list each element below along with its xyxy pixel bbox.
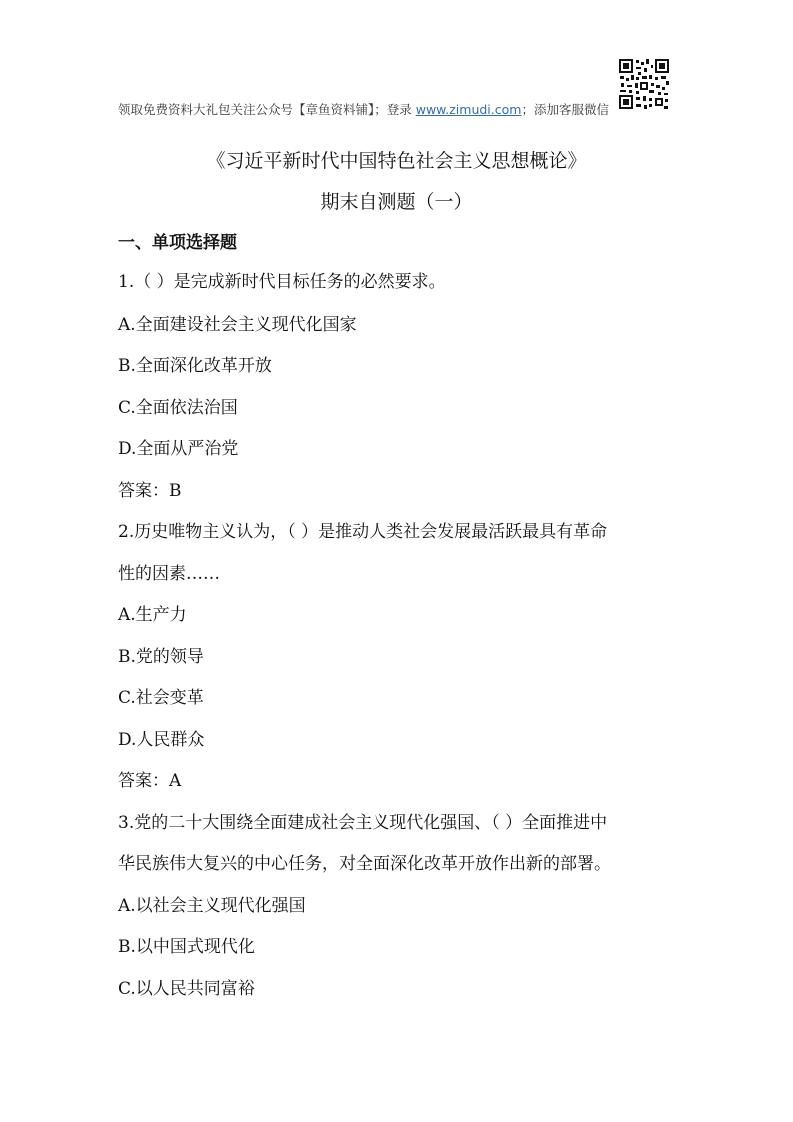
qr-code-icon [618, 58, 670, 110]
question-3-text-line2: 华民族伟大复兴的中心任务，对全面深化改革开放作出新的部署。 [118, 854, 611, 874]
document-title: 《习近平新时代中国特色社会主义思想概论》 [206, 150, 587, 172]
question-2-text-line1: 2.历史唯物主义认为，（ ）是推动人类社会发展最活跃最具有革命 [118, 522, 608, 542]
section-heading: 一、单项选择题 [118, 233, 237, 253]
promo-text: 领取免费资料大礼包关注公众号【章鱼资料铺】；登录 [118, 102, 416, 117]
question-1-option-d: D.全面从严治党 [118, 439, 239, 459]
question-2-option-c: C.社会变革 [118, 688, 204, 708]
question-3-option-c: C.以人民共同富裕 [118, 979, 255, 999]
promo-text-suffix: ；添加客服微信 [521, 102, 609, 117]
question-3-option-b: B.以中国式现代化 [118, 937, 255, 957]
promo-banner [118, 100, 609, 118]
question-1-option-c: C.全面依法治国 [118, 398, 238, 418]
question-2-option-b: B.党的领导 [118, 647, 204, 667]
question-2-option-a: A.生产力 [118, 605, 187, 625]
question-1-answer: 答案：B [118, 481, 182, 501]
website-link[interactable]: www.zimudi.com [415, 102, 522, 117]
question-2-answer: 答案：A [118, 771, 182, 791]
question-1-option-a: A.全面建设社会主义现代化国家 [118, 315, 357, 335]
question-2-text-line2: 性的因素…… [118, 564, 220, 584]
question-1-text: 1.（ ）是完成新时代目标任务的必然要求。 [118, 272, 446, 292]
question-1-option-b: B.全面深化改革开放 [118, 356, 272, 376]
question-3-text-line1: 3.党的二十大围绕全面建成社会主义现代化强国、（ ）全面推进中 [118, 813, 608, 833]
question-2-option-d: D.人民群众 [118, 730, 205, 750]
document-subtitle: 期末自测题（一） [320, 191, 473, 213]
question-3-option-a: A.以社会主义现代化强国 [118, 896, 306, 916]
